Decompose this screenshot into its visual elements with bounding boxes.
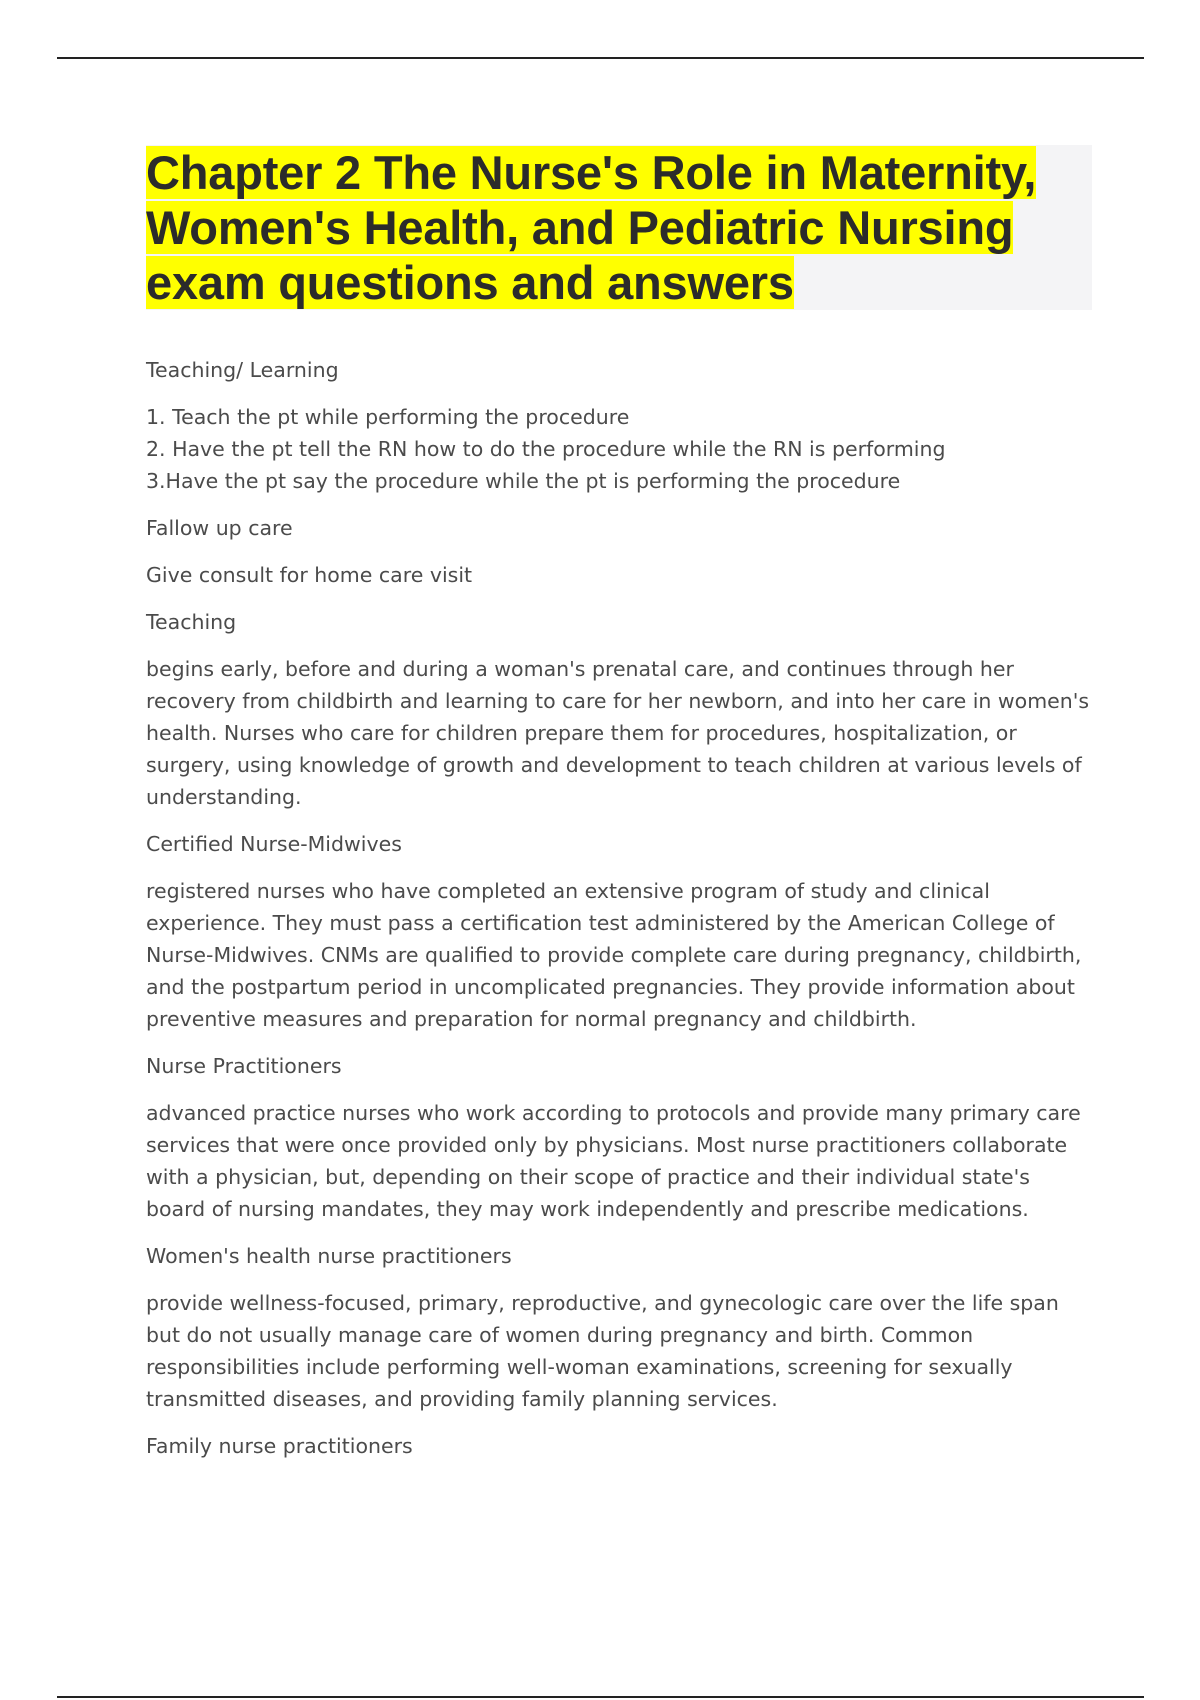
footer-rule (57, 1696, 1144, 1698)
document-page (146, 145, 1092, 1477)
entry-definition (146, 1097, 1092, 1225)
flashcard-entry (146, 1050, 1092, 1225)
flashcard-entry (146, 354, 1092, 497)
entry-term: Teaching (146, 610, 237, 634)
entry-definition (146, 559, 1092, 591)
definition-line: provide wellness-focused, primary, reproductive, and gynecologic care over the life span but do not usually manage care of women during pregnancy and birth. Common responsibilities include performing well-woman examinations, screening for sexually transmitted diseases, and providing family planning services. (146, 1291, 1059, 1411)
entry-definition (146, 401, 1092, 497)
definition-line: advanced practice nurses who work according to protocols and provide many primary care services that were once provided only by physicians. Most nurse practitioners collaborate with a physician, but, depending on their scope of practice and their individual state's board of nursing mandates, they may work independently and prescribe medications. (146, 1101, 1081, 1221)
entry-term: Family nurse practitioners (146, 1434, 413, 1458)
flashcard-entry (146, 606, 1092, 813)
definition-line: Give consult for home care visit (146, 563, 473, 587)
title-block (146, 145, 1092, 310)
flashcard-entry (146, 1240, 1092, 1415)
definition-line: 1. Teach the pt while performing the procedure (146, 405, 630, 429)
flashcard-entry (146, 828, 1092, 1035)
flashcard-entry (146, 512, 1092, 591)
definition-line: 3.Have the pt say the procedure while the pt is performing the procedure (146, 469, 901, 493)
definition-line: begins early, before and during a woman's prenatal care, and continues through her recovery from childbirth and learning to care for her newborn, and into her care in women's health. Nurses who care for children prepare them for procedures, hospitalization, or surgery, using knowledge of growth and development to teach children at various levels of understanding. (146, 657, 1090, 809)
entry-term: Certified Nurse-Midwives (146, 832, 402, 856)
entry-term: Teaching/ Learning (146, 358, 339, 382)
header-rule (57, 57, 1144, 59)
entry-list (146, 354, 1092, 1462)
entry-term: Fallow up care (146, 516, 293, 540)
entry-definition (146, 875, 1092, 1035)
entry-term: Nurse Practitioners (146, 1054, 342, 1078)
definition-line: registered nurses who have completed an extensive program of study and clinical experience. They must pass a certification test administered by the American College of Nurse-Midwives. CNMs are qualified to provide complete care during pregnancy, childbirth, and the postpartum period in uncomplicated pregnancies. They provide information about preventive measures and preparation for normal pregnancy and childbirth. (146, 879, 1082, 1031)
definition-line: 2. Have the pt tell the RN how to do the procedure while the RN is performing (146, 437, 946, 461)
entry-definition (146, 653, 1092, 813)
flashcard-entry (146, 1430, 1092, 1462)
document-title (146, 145, 1092, 310)
document-title-text: Chapter 2 The Nurse's Role in Maternity, Women's Health, and Pediatric Nursing exam questions and answers (146, 146, 1037, 309)
entry-definition (146, 1287, 1092, 1415)
entry-term: Women's health nurse practitioners (146, 1244, 512, 1268)
